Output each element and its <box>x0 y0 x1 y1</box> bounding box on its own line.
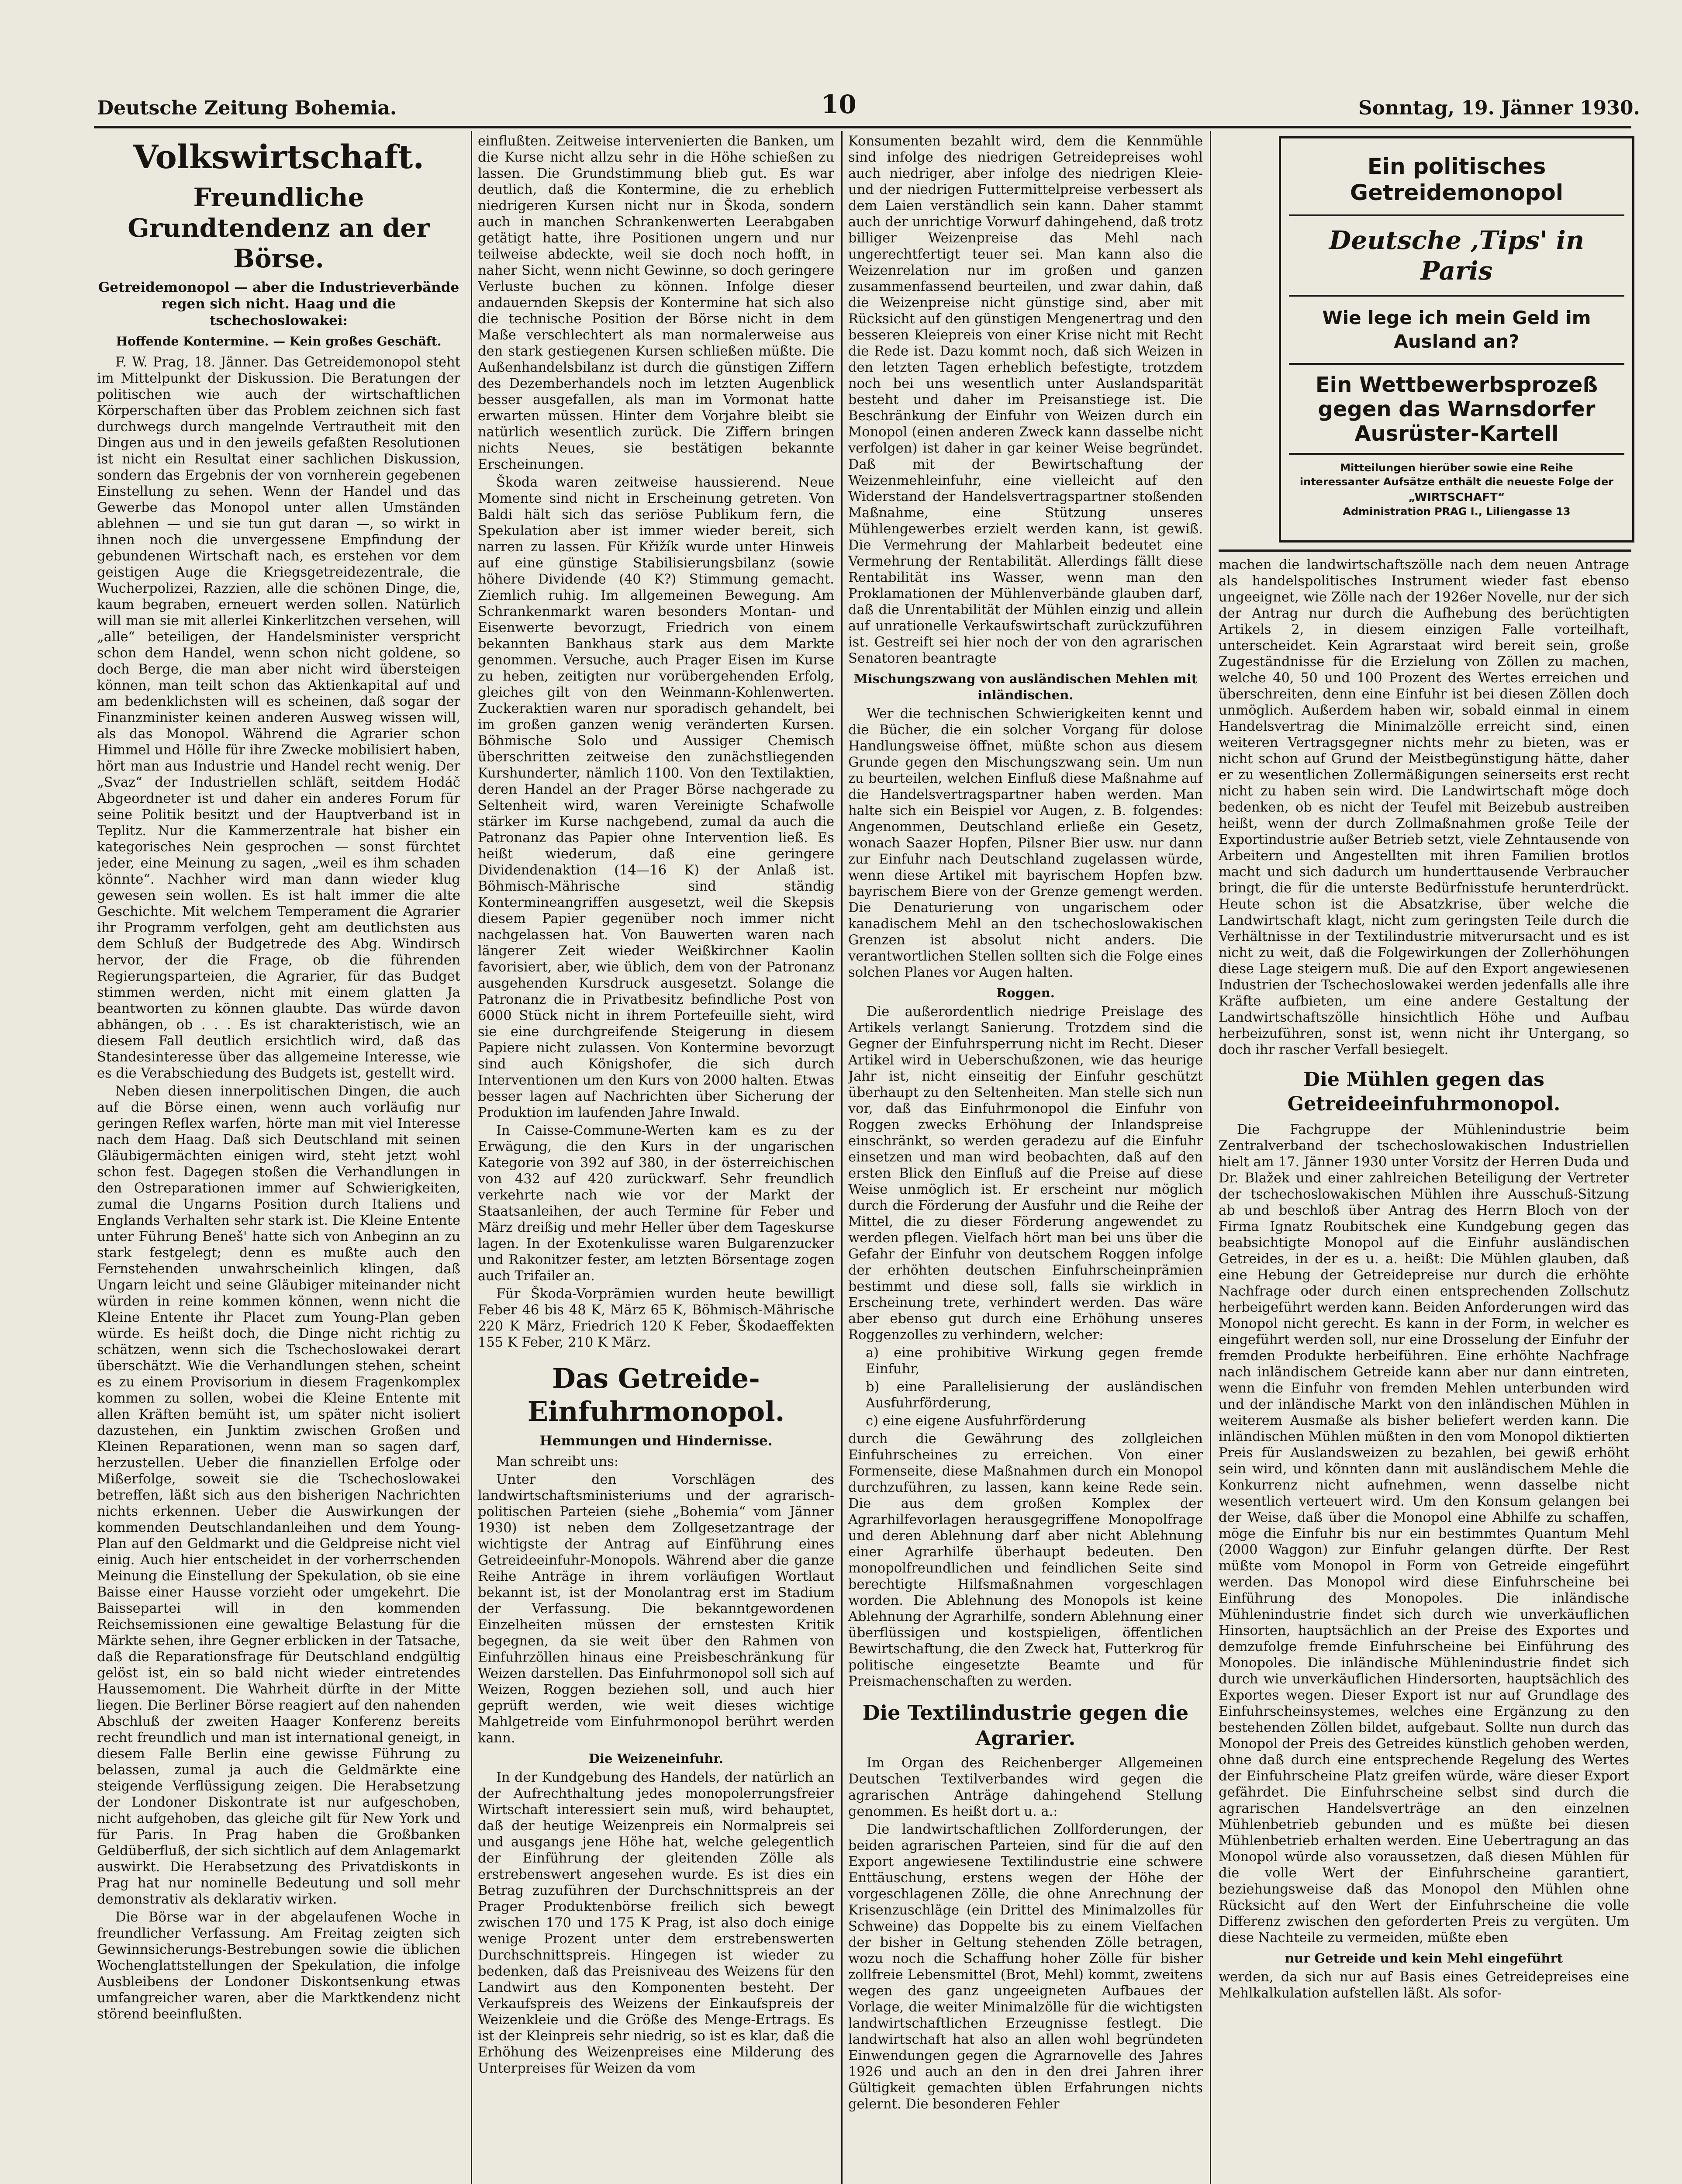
section-heading: Roggen. <box>996 985 1055 1000</box>
paragraph: Konsumenten bezahlt wird, dem die Kennmühle sind infolge des niedrigen Getreidepreises wohl auch niedriger, aber infolge des niedrigen Kleie- und der niedrigen Futtermittelpreise verbessert als dem Laien verständlich sein kann. Daher stammt auch der unrichtige Vorwurf dahingehend, daß trotz billiger Weizenpreise das Mehl nach ungerechtfertigt teuer sei. Man kann also die Weizenrelation nur im großen und ganzen zusammenfassend beurteilen, und zwar dahin, daß die Weizenpreise nicht günstige sind, aber mit Rücksicht auf den günstigen Mengenertrag und den besseren Kleiepreis von einer Krise nicht mit Recht die Rede ist. Dazu kommt noch, daß sich Weizen in den letzten Tagen erheblich befestigte, trotzdem noch bei uns wesentlich unter Auslandsparität besteht und daher im Preisanstiege ist. Die Beschränkung der Einfuhr von Weizen durch ein Monopol (einen anderen Zweck kann dasselbe nicht verfolgen) ist daher in gar keiner Weise begründet. Daß mit der Bewirtschaftung der Weizenmehleinfuhr, eine vielleicht auf den Widerstand der Handelsvertragspartner stoßenden Maßnahme, eine Stützung unseres Mühlengewerbes erzielt werden kann, ist gewiß. Die Vermehrung der Mahlarbeit bedeutet eine Vermehrung der Rentabilität. Allerdings fällt diese Rentabilität ins Wasser, wenn man den Proklamationen der Mühlenverbände glauben darf, daß die Unrentabilität der Mühlen einzig und allein auf unrationelle Verkaufswirtschaft zurückzuführen ist. Gestreift sei hier noch der von den agrarischen Senatoren beantragte <box>848 134 1203 666</box>
paragraph: F. W. Prag, 18. Jänner. Das Getreidemonopol steht im Mittelpunkt der Diskussion. Die Beratungen der politischen wie auch der wirtschaftlichen Körperschaften über das Problem zeichnen sich fast durchwegs durch mangelnde Vertrautheit mit den Dingen aus und in den jeweils gefaßten Resolutionen ist nicht ein Resultat einer sachlichen Diskussion, sondern das Ergebnis der von vornherein gegebenen Einstellung zu sehen. Wenn der Handel und das Gewerbe das Monopol unter allen Umständen ablehnen — und sie tun gut daran —, so wirkt in ihnen noch die unvergessene Empfindung der gebundenen Wirtschaft nach, es erstehen vor dem geistigen Auge die Kriegsgetreidezentrale, die Wucherpolizei, Razzien, alle die schönen Dinge, die, kaum begraben, erneuert werden sollen. Natürlich will man sie mit allerlei Kinkerlitzchen versehen, will „alle“ beteiligen, der Handelsminister verspricht schon dem Handel, wenn schon nicht goldene, so doch Berge, die man aber nicht wird übersteigen können, man teilt schon das Aktienkapital auf und am bedenklichsten will es scheinen, daß sogar der Finanzminister keinen anderen Ausweg wissen will, als das Monopol. Während die Agrarier schon Himmel und Hölle für ihre Zwecke mobilisiert haben, hört man aus Industrie und Handel recht wenig. Der „Svaz“ der Industriellen schläft, seitdem Hodáč Abgeordneter ist und daher ein anderes Forum für seine Politik besitzt und der Hauptverband ist in Teplitz. Nur die Kammerzentrale hat bisher ein kategorisches Nein gesprochen — sonst fürchtet jeder, eine Meinung zu sagen, „weil es ihm schaden könnte“. Nachher wird man dann wieder klug gewesen sein wollen. Es ist halt immer die alte Geschichte. Mit welchem Temperament die Agrarier ihr Programm verfolgen, geht am deutlichsten aus dem Schluß der Budgetrede des Abg. Windirsch hervor, der die Frage, ob die führenden Regierungsparteien, die Agrarier, für das Budget stimmen werden, nicht mit einem glatten Ja beantworten zu können glaubte. Das würde davon abhängen, ob . . . Es ist charakteristisch, wie an diesem Fall deutlich ersichtlich wird, daß das Standesinteresse über das allgemeine Interesse, wie es die Verabschiedung des Budgets ist, gestellt wird. <box>97 355 460 1081</box>
article-subhead: Getreidemonopol — aber die Industrieverbände regen sich nicht. Haag und die tschechoslowakei: <box>98 280 459 328</box>
header-rule <box>94 126 1631 128</box>
paper-title: Deutsche Zeitung Bohemia. <box>97 97 397 119</box>
ad-headline: Ein Wettbewerbsprozeß gegen das Warnsdorfer Ausrüster-Kartell <box>1315 373 1598 446</box>
paragraph: Im Organ des Reichenberger Allgemeinen Deutschen Textilverbandes wird gegen die agrarischen Anträge dahingehend Stellung genommen. Es heißt dort u. a.: <box>848 1755 1203 1819</box>
column-4 <box>1219 557 1629 2184</box>
paragraph: Unter den Vorschlägen des landwirtschaftsministeriums und der agrarisch-politischen Parteien (siehe „Bohemia“ vom Jänner 1930) ist neben dem Zollgesetzantrage der wichtigste der Antrag auf Einführung eines Getreideeinfuhr-Monopols. Während aber die ganze Reihe Anträge in ihrem vorläufigen Wortlaut bekannt ist, ist der Monolantrag erst im Stadium der Verfassung. Die bekanntgewordenen Einzelheiten müssen der ernstesten Kritik begegnen, da sie weit über den Rahmen von Einfuhrzöllen hinaus eine Preisbeschränkung für Weizen darstellen. Das Einfuhrmonopol soll sich auf Weizen, Roggen beziehen soll, und auch hier geprüft werden, wie weit dieses wichtige Mahlgetreide vom Einfuhrmonopol berührt werden kann. <box>478 1472 834 1746</box>
divider <box>1289 295 1624 297</box>
paragraph: Die landwirtschaftlichen Zollforderungen, der beiden agrarischen Parteien, sind für die auf den Export angewiesene Textilindustrie eine schwere Enttäuschung, erstens wegen der Höhe der vorgeschlagenen Zölle, die ohne Anrechnung der Krisenzuschläge (ein Drittel des Minimalzolles für Schweine) das Doppelte bis zu einem Vielfachen der bisher in Geltung stehenden Zölle betragen, wozu noch die Schaffung hoher Zölle für bisher zollfreie Lebensmittel (Brot, Mehl) kommt, zweitens wegen des ganz ungeeigneten Aufbaues der Vorlage, die weiter Minimalzölle für die wichtigsten landwirtschaftlichen Erzeugnisse festlegt. Die landwirtschaft hat also an allen wohl begründeten Einwendungen gegen die Agrarnovelle des Jahres 1926 und auch an den in den drei Jahren ihrer Gültigkeit gemachten üblen Erfahrungen nichts gelernt. Die besonderen Fehler <box>848 1822 1203 2112</box>
ad-note: Mitteilungen hierüber sowie eine Reihe interessanter Aufsätze enthält die neueste Folge der <box>1299 462 1614 488</box>
ad-publication: „WIRTSCHAFT“ <box>1408 491 1505 504</box>
divider <box>1289 214 1624 216</box>
paragraph: In Caisse-Commune-Werten kam es zu der Erwägung, die den Kurs in der ungarischen Kategorie von 392 auf 380, in der österreichischen von 432 auf 420 zurückwarf. Sehr freundlich verkehrte nach wie vor der Markt der Staatsanleihen, der auch Termine für Feber und März dreißig und mehr Heller über dem Tageskurse lagen. In der Exotenkulisse waren Bulgarenzucker und Rakonitzer fester, am letzten Börsentage zogen auch Trifailer an. <box>478 1123 834 1284</box>
paragraph: einflußten. Zeitweise intervenierten die Banken, um die Kurse nicht allzu sehr in die Höhe schießen zu lassen. Die Grundstimmung blieb gut. Es war deutlich, daß die Kontermine, die zu erheblich niedrigeren Kursen nicht nur in Škoda, sondern auch in manchen Schrankenwerten Leerabgaben getätigt hatte, ihre Positionen ungern und nur teilweise abdeckte, weil sie doch noch hofft, in naher Sicht, wenn nicht Gewinne, so doch geringere Verluste buchen zu können. Infolge dieser andauernden Skepsis der Kontermine hat sich also die technische Position der Börse nicht in dem Maße verschlechtert als man normalerweise aus den stark gestiegenen Kursen schließen müßte. Die Außenhandelsbilanz ist durch die günstigen Ziffern des Dezemberhandels noch im letzten Augenblick besser ausgefallen, als man im Vormonat hatte erwarten müssen. Hinter dem Vorjahre bleibt sie natürlich wesentlich zurück. Die Ziffern bringen nichts Neues, sie bestätigen bekannte Erscheinungen. <box>478 134 834 472</box>
paragraph: durch die Gewährung des zollgleichen Einfuhrscheines zu erreichen. Von einer Formenseite, diese Maßnahmen durch ein Monopol durchzuführen, zu lassen, kann keine Rede sein. Die aus dem großen Komplex der Agrarhilfevorlagen herausgegriffene Monopolfrage und deren Ablehnung darf aber nicht Ablehnung einer Agrarhilfe überhaupt bedeuten. Den monopolfreundlichen und feindlichen Seite sind berechtigte Hilfsmaßnahmen vorgeschlagen worden. Die Ablehnung des Monopols ist keine Ablehnung der Agrarhilfe, sondern Ablehnung einer überflüssigen und kostspieligen, öffentlichen Bewirtschaftung, die den Zweck hat, Futterkrog für politische eingesetzte Beamte und für Preismachenschaften zu werden. <box>848 1431 1203 1689</box>
divider <box>1289 363 1624 365</box>
column-3 <box>848 133 1203 2184</box>
article-subsubhead: Hoffende Kontermine. — Kein großes Geschäft. <box>116 334 442 349</box>
paragraph: Die außerordentlich niedrige Preislage des Artikels verlangt Sanierung. Trotzdem sind die Gegner der Einfuhrsperrung nicht im Recht. Dieser Artikel wird in Ueberschußzonen, wie das heurige Jahr ist, nicht einseitig der Einfuhr geschützt überhaupt zu den Seltenheiten. Man stelle sich nun vor, daß das Einfuhrmonopol die Einfuhr von Roggen zwecks Erhöhung der Inlandspreise einschränkt, so werden geradezu auf die Einfuhr einsetzen und man wird beobachten, daß auf den ersten Blick den Einfluß auf die Preise auf diese Weise unmöglich ist. Er erscheint nur möglich durch die Förderung der Ausfuhr und die Reihe der Mittel, die zu dieser Förderung angewendet zu werden pflegen. Vielfach hört man bei uns über die Gefahr der Einfuhr von deutschem Roggen infolge der erhöhten deutschen Einfuhrscheinprämien bestimmt und diese soll, falls sie wirklich in Erscheinung trete, verhindert werden. Das wäre aber ebenso gut durch eine Erhöhung unseres Roggenzolles zu verhindern, welcher: <box>848 1004 1203 1343</box>
paragraph: Wer die technischen Schwierigkeiten kennt und die Bücher, die ein solcher Vorgang für dolose Handlungsweise öffnet, müßte schon aus diesem Grunde gegen den Mischungszwang sein. Um nun zu beurteilen, welchen Einfluß diese Maßnahme auf die Handelsvertragspartner haben werden. Man halte sich ein Beispiel vor Augen, z. B. folgendes: Angenommen, Deutschland erließe ein Gesetz, wonach Saazer Hopfen, Pilsner Bier usw. nur dann zur Einfuhr nach Deutschland zugelassen würde, wenn diese Artikel mit bayrischem Hopfen bzw. bayrischem Biere von der Grenze gemengt werden. Die Denaturierung von ungarischem oder kanadischem Mehl an den tschechoslowakischen Grenzen ist absolut nicht anders. Die verantwortlichen Stellen sollten sich die Folge eines solchen Planes vor Augen halten. <box>848 706 1203 980</box>
ad-headline: Deutsche ‚Tips' in Paris <box>1329 225 1585 286</box>
paragraph: Für Škoda-Vorprämien wurden heute bewilligt Feber 46 bis 48 K, März 65 K, Böhmisch-Mährische 220 K März, Friedrich 120 K Feber, Škodaeffekten 155 K Feber, 210 K März. <box>478 1286 834 1350</box>
ad-bottom-rule <box>1219 549 1631 552</box>
section-title: Volkswirtschaft. <box>133 138 425 176</box>
paragraph: machen die landwirtschaftszölle nach dem neuen Antrage als handelspolitisches Instrument wieder fast ebenso ungeeignet, wie Zölle nach der 1926er Novelle, nur der sich der Antrag nur durch die Aufhebung des berüchtigten Artikels 2, in diesem einzigen Falle vorteilhaft, unterscheidet. Kein Agrarstaat wird bereit sein, große Zugeständnisse für die Erzielung von Zöllen zu machen, welche 40, 50 und 100 Prozent des Wertes erreichen und überschreiten, denn eine Einfuhr ist bei diesen Zöllen doch unmöglich. Außerdem haben wir, sobald einmal in einem Handelsvertrag die Minimalzölle erreicht sind, einen weiteren Vertragsgegner nichts mehr zu bieten, was er nicht schon auf Grund der Meistbegünstigung hätte, daher er zu wesentlichen Zollermäßigungen seinerseits erst recht nicht zu haben sein wird. Die Landwirtschaft möge doch bedenken, ob es nicht der Teufel mit Beizebub austreiben heißt, wenn der durch Zollmaßnahmen große Teile der Exportindustrie außer Betrieb setzt, viele Zehntausende von Arbeitern und Angestellten mit ihren Familien brotlos macht und sich dadurch um hunderttausende Verbraucher bringt, die für die unterste Bedürfnisstufe herunterdrückt. Heute schon ist die Absatzkrise, über welche die Landwirtschaft klagt, nicht zum geringsten Teile durch die Verhältnisse in der Textilindustrie mitverursacht und es ist nicht zu weit, daß die Folgewirkungen der Zollerhöhungen diese Lage steigern muß. Die auf den Export angewiesenen Industrien der Tschechoslowakei werden jedenfalls alle ihre Kräfte aufbieten, um eine andere Gestaltung der Landwirtschaftszölle hinsichtlich Höhe und Aufbau herbeizuführen, sonst ist, wenn nicht ihr Untergang, so doch ihr rascher Verfall besiegelt. <box>1219 557 1629 1057</box>
section-heading: Mischungszwang von ausländischen Mehlen mit inländischen. <box>853 671 1198 702</box>
article-title: Freundliche Grundtendenz an der Börse. <box>128 183 430 273</box>
paragraph: Die Börse war in der abgelaufenen Woche in freundlicher Verfassung. Am Freitag zeigten sich Gewinnsicherungs-Bestrebungen sowie die üblichen Wochenglattstellungen der Spekulation, die infolge Ausbleibens der Londoner Diskontsenkung etwas umfangreicher waren, aber die Marktkendenz nicht störend beeinflußten. <box>97 1910 460 2022</box>
list-item: c) eine eigene Ausfuhrförderung <box>866 1413 1086 1429</box>
list-item: b) eine Parallelisierung der ausländischen Ausfuhrförderung, <box>866 1379 1203 1411</box>
column-rule <box>1210 131 1211 2184</box>
column-rule <box>841 131 843 2184</box>
column-1 <box>97 133 460 2184</box>
paragraph: Neben diesen innerpolitischen Dingen, die auch auf die Börse einen, wenn auch vorläufig nur geringen Reflex warfen, hörte man mit viel Interesse nach dem Haag. Daß sich Deutschland mit seinen Gläubigermächten einigen wird, steht jetzt wohl schon fest. Dagegen stoßen die Verhandlungen in den Ostreparationen immer auf Schwierigkeiten, zumal die Ungarns Position durch Italiens und Englands Verhalten sehr stark ist. Die Kleine Entente unter Führung Beneš' hatte sich von Anbeginn an zu stark festgelegt; denn es mußte auch den Fernstehenden unwahrscheinlich klingen, daß Ungarn leicht und seine Gläubiger miteinander nicht würden in reine kommen können, wenn nicht die Kleine Entente ihr Placet zum Young-Plan geben würde. Es heißt doch, die Dinge nicht richtig zu schätzen, wenn sich die Tschechoslowakei derart überschätzt. Wie die Verhandlungen stehen, scheint es zu einem Provisorium in diesem Fragenkomplex kommen zu sollen, wobei die Kleine Entente mit allen Kräften bemüht ist, um später nicht isoliert dazustehen, ein Junktim zwischen Großen und Kleinen Reparationen, wenn man so sagen darf, herzustellen. Ueber die finanziellen Erfolge oder Mißerfolge, soweit sie die Tschechoslowakei betreffen, läßt sich aus den bisherigen Nachrichten nichts erkennen. Ueber die Auswirkungen der kommenden Deutschlandanleihen und dem Young-Plan auf den Geldmarkt und die Geldpreise nicht viel einig. Auch hier entscheidet in der vorherrschenden Meinung die Einstellung der Spekulation, ob sie eine Baisse einer Hausse vorzieht oder umgekehrt. Die Baissepartei will in den kommenden Reichsemissionen eine gewaltige Belastung für die Märkte sehen, ihre Gegner erblicken in der Tatsache, daß die Reparationsfrage für Deutschland endgültig gelöst ist, ein so bald nicht wieder eintretendes Haussemoment. Die Wahrheit dürfte in der Mitte liegen. Die Berliner Börse reagiert auf den nahenden Abschluß der zweiten Haager Konferenz bereits recht freundlich und man ist international geneigt, in diesem Falle Berlin eine gewisse Führung zu belassen, zumal ja auch die Geldmärkte eine steigende Verflüssigung zeigen. Die Herabsetzung der Londoner Diskontrate ist nur aufgeschoben, nicht aufgehoben, das gleiche gilt für New York und für Paris. In Prag haben die Großbanken Geldüberfluß, der sich sichtlich auf dem Anlagemarkt auswirkt. Die Herabsetzung des Privatdiskonts in Prag hat nur nominelle Bedeutung und soll mehr demonstrativ als deklarativ wirken. <box>97 1084 460 1907</box>
article-title: Das Getreide-Einfuhrmonopol. <box>527 1362 785 1427</box>
paragraph: Škoda waren zeitweise haussierend. Neue Momente sind nicht in Erscheinung getreten. Von Baldi hält sich das seriöse Publikum fern, die Spekulation aber ist immer wieder bereit, sich narren zu lassen. Für Křižík wurde unter Hinweis auf eine günstige Stabilisierungsbilanz (sowie höhere Dividende (40 K?) Stimmung gemacht. Ziemlich ruhig. Im allgemeinen Bewegung. Am Schrankenmarkt waren besonders Montan- und Eisenwerte bevorzugt, Friedrich von einem bekannten Bankhaus stark aus dem Markte genommen. Versuche, auch Prager Eisen im Kurse zu heben, zeitigten nur vorübergehenden Erfolg, gleiches gilt von den Weinmann-Kohlenwerten. Zuckeraktien waren nur sporadisch gehandelt, bei im großen ganzen wenig veränderten Kursen. Böhmische Solo und Aussiger Chemisch überschritten zeitweise den zunächstliegenden Kurshunderter, nämlich 1100. Von den Textilaktien, deren Handel an der Prager Börse nachgerade zu Seltenheit wird, waren Vereinigte Schafwolle stärker im Kurse nachgebend, zumal da auch die Patronanz das Papier ohne Intervention ließ. Es heißt wiederum, daß eine geringere Dividendenaktion (14—16 K) der Anlaß ist. Böhmisch-Mährische sind ständig Kontermineangriffen ausgesetzt, weil die Skepsis diesem Papier gegenüber noch immer nicht nachgelassen hat. Von Bauwerten waren nach längerer Zeit wieder Weißkirchner Kaolin favorisiert, aber, wie üblich, dem von der Patronanz ausgehenden Kursdruck ausgesetzt. Solange die Patronanz die in Privatbesitz befindliche Post von 6000 Stück nicht in ihrem Portefeuille sieht, wird sie eine durchgreifende Steigerung in diesem Papiere nicht zulassen. Von Kontermine bevorzugt sind auch Königshofer, die sich durch Interventionen um den Kurs von 2000 halten. Etwas besser lagen auf Nachrichten über Sicherung der Produktion im laufenden Jahre Inwald. <box>478 475 834 1120</box>
column-rule <box>471 131 472 2184</box>
column-2 <box>478 133 834 2184</box>
paragraph: Die Fachgruppe der Mühlenindustrie beim Zentralverband der tschechoslowakischen Industriellen hielt am 17. Jänner 1930 unter Vorsitz der Herren Duda und Dr. Blažek und einer zahlreichen Beteiligung der Vertreter der tschechoslowakischen Mühlen ihre Ausschuß-Sitzung ab und beschloß über Antrag des Herrn Bloch von der Firma Ignatz Roubitschek eine Kundgebung gegen das beabsichtigte Monopol auf die Einfuhr ausländischen Getreides, in der es u. a. heißt: Die Mühlen glauben, daß eine Hebung der Getreidepreise nur durch die erhöhte Nachfrage oder durch einen entsprechenden Zollschutz herbeigeführt werden kann. Beiden Anforderungen wird das Monopol nicht gerecht. Es kann in der Form, in welcher es eingeführt werden soll, nur eine Drosselung der Einfuhr der fremden Produkte herbeiführen. Eine erhöhte Nachfrage nach inländischem Getreide kann aber nur dann eintreten, wenn die Einfuhr von fremden Mehlen unterbunden wird und der inländische Markt von den inländischen Mühlen in weiterem Ausmaße als bisher beliefert werden kann. Die inländischen Mühlen müßten in den vom Monopol diktierten Preis für Auslandsweizen zu bezahlen, bei gewiß erhöht sein wird, und könnten dann mit ausländischem Mehle die Konkurrenz nicht aufnehmen, wenn dasselbe nicht wesentlich verteuert wird. Um den Konsum gelangen bei der Weise, daß über die Monopol eine Abhilfe zu schaffen, möge die Einfuhr bis nur ein bestimmtes Quantum Mehl (2000 Waggon) zur Einfuhr gelangen dürfte. Der Rest müßte vom Monopol in Form von Getreide eingeführt werden. Das Monopol wird diese Einfuhrscheine bei Einführung des Monopoles. Die inländische Mühlenindustrie findet sich durch wie unverkäuflichen Hinsorten, hauptsächlich an der Preise des Exportes und demzufolge fremde Einfuhrscheine bei Einführung des Monopoles. Die inländische Mühlenindustrie findet sich durch wie unverkäuflichen Hindersorten, hauptsächlich des Exportes wegen. Dieser Export ist nur auf Grundlage des Einfuhrscheinsystemes, welches eine Ergänzung zu den bestehenden Zöllen bildet, aufgebaut. Sollte nun durch das Monopol der Preis des Getreides künstlich gehoben werden, ohne daß durch eine entsprechende Regelung des Wertes der Einfuhrscheine Platz greifen würde, wäre dieser Export gefährdet. Die Einfuhrscheine selbst sind durch die agrarischen Handelsverträge an den einzelnen Mühlenbetrieb gebunden und es müßte bei diesen Mühlenbetrieb erhalten werden. Eine Uebertragung an das Monopol würde also voraussetzen, daß diesen Mühlen für die volle Wert der Einfuhrscheine garantiert, beziehungsweise daß das Monopol den Mühlen ohne Rücksicht auf den Wert der Einfuhrscheine die volle Differenz zwischen den geforderten Preis zu vergüten. Um diese Nachteile zu vermeiden, müßte eben <box>1219 1122 1629 1946</box>
list-item: a) eine prohibitive Wirkung gegen fremde Einfuhr, <box>866 1345 1203 1377</box>
divider <box>1289 453 1624 455</box>
paragraph: werden, da sich nur auf Basis eines Getreidepreises eine Mehlkalkulation aufstellen läßt. Als sofor- <box>1219 1970 1629 2001</box>
ad-address: Administration PRAG I., Liliengasse 13 <box>1343 505 1571 518</box>
article-title: Die Textilindustrie gegen die Agrarier. <box>862 1701 1189 1750</box>
section-heading: Die Weizeneinfuhr. <box>588 1751 724 1766</box>
paragraph: In der Kundgebung des Handels, der natürlich an der Aufrechthaltung jedes monopolerrungsfreier Wirtschaft interessiert sein muß, wird behauptet, daß der heutige Weizenpreis ein Normalpreis sei und ausgangs jene Höhe hat, welche gelegentlich der Einführung der gleitenden Zölle als erstrebenswert angesehen wurde. Es ist dies ein Betrag zuzuführen der Durchschnittspreis an der Prager Produktenbörse freilich sich bewegt zwischen 170 und 175 K Prag, ist also doch einige wenige Prozent unter dem erstrebenswerten Durchschnittspreis. Hingegen ist wieder zu bedenken, daß das Preisniveau des Weizens für den Landwirt aus den Komponenten besteht. Der Verkaufspreis des Weizens der Einkaufspreis der Weizenkleie und die Größe des Menge-Ertrags. Es ist der Kleinpreis sehr niedrig, so ist es klar, daß die Erhöhung des Weizenpreises eine Milderung des Unterpreises für Weizen da vom <box>478 1770 834 2076</box>
ad-headline: Wie lege ich mein Geld im Ausland an? <box>1322 307 1591 352</box>
article-subhead: Hemmungen und Hindernisse. <box>539 1433 773 1449</box>
issue-date: Sonntag, 19. Jänner 1930. <box>1358 97 1640 119</box>
page-number: 10 <box>821 90 857 119</box>
paragraph: Man schreibt uns: <box>496 1454 619 1469</box>
article-title: Die Mühlen gegen das Getreideeinfuhrmonopol. <box>1287 1068 1561 1115</box>
section-heading: nur Getreide und kein Mehl eingeführt <box>1285 1951 1563 1966</box>
ad-headline: Ein politisches Getreidemonopol <box>1350 154 1563 205</box>
advertisement-box <box>1279 136 1634 543</box>
